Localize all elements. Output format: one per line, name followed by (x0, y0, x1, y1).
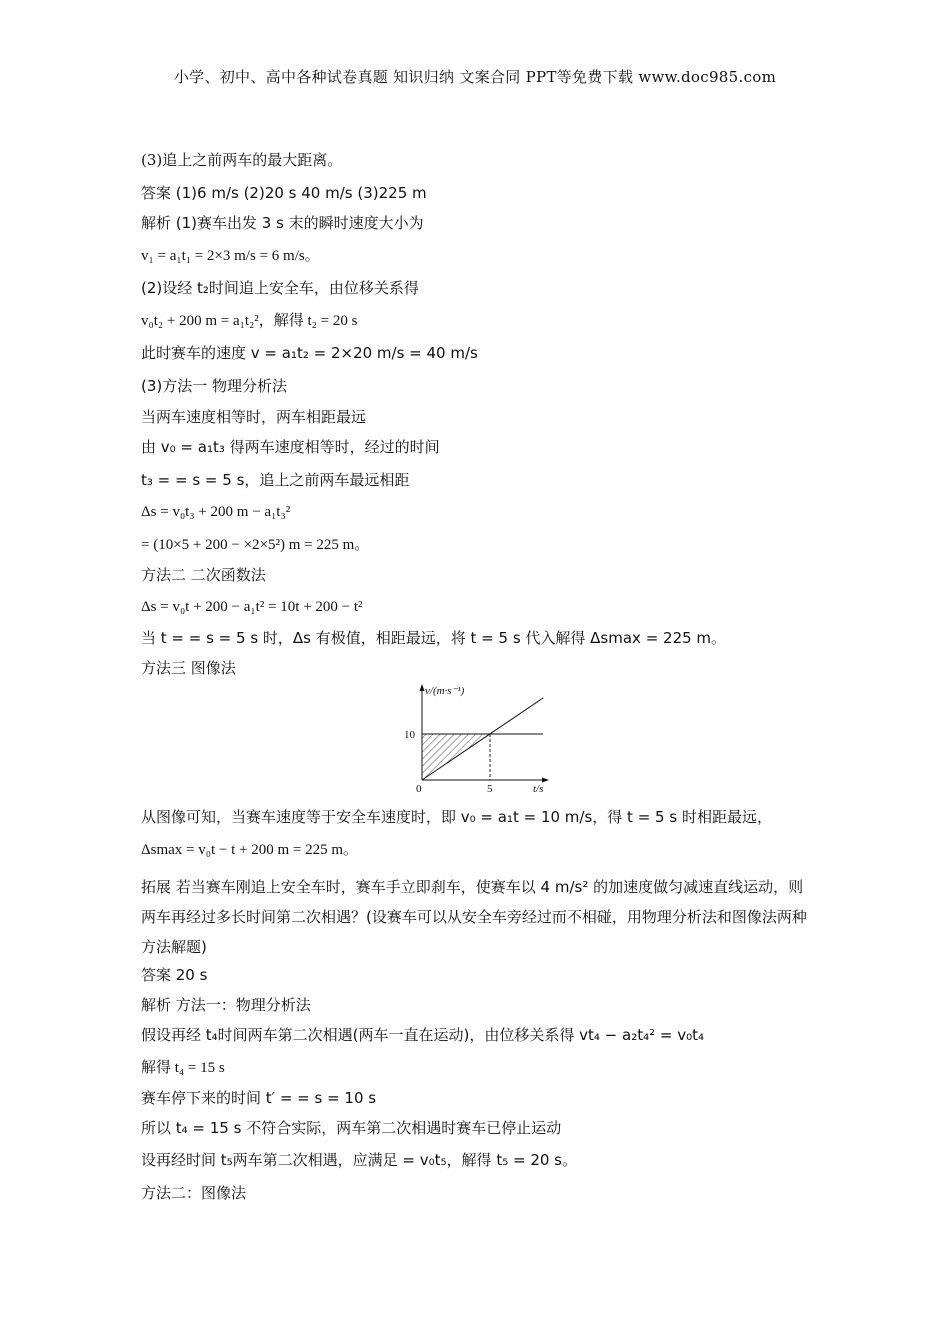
extension-line-1: 假设再经 t₄时间两车第二次相遇(两车一直在运动)，由位移关系得 vt₄ − a₂t₄² = v₀t₄ (141, 1026, 705, 1044)
method-two-image-title: 方法二：图像法 (141, 1184, 247, 1202)
question-part-3: (3)追上之前两车的最大距离。 (141, 151, 343, 169)
x-axis-label: t/s (533, 783, 544, 795)
method-two-title: 方法二 二次函数法 (141, 566, 266, 584)
method-one-line-1: 当两车速度相等时，两车相距最远 (141, 408, 367, 426)
method-one-line-2: 由 v₀ = a₁t₃ 得两车速度相等时，经过的时间 (141, 438, 440, 456)
method-one-title: (3)方法一 物理分析法 (141, 377, 288, 395)
extension-line-3: 赛车停下来的时间 t′ = = s = 10 s (141, 1089, 377, 1107)
tick-label-10: 10 (404, 729, 415, 741)
tick-label-0: 0 (416, 783, 422, 795)
method-three-line-1: 从图像可知，当赛车速度等于安全车速度时，即 v₀ = a₁t = 10 m/s，得 t = 5 s 时相距最远， (141, 808, 772, 826)
y-axis-arrow (420, 684, 425, 691)
extension-line-2: 解得 t₄ = 15 s (141, 1060, 225, 1076)
extension-analysis-title: 解析 方法一：物理分析法 (141, 996, 311, 1014)
analysis-line-1: 解析 (1)赛车出发 3 s 末的瞬时速度大小为 (141, 214, 424, 232)
method-two-result: 当 t = = s = 5 s 时，Δs 有极值，相距最远，将 t = 5 s 代入解得 Δsmax = 225 m。 (141, 629, 727, 647)
analysis-line-2: (2)设经 t₂时间追上安全车，由位移关系得 (141, 279, 419, 297)
extension-question: 拓展 若当赛车刚追上安全车时，赛车手立即刹车，使赛车以 4 m/s² 的加速度做匀减速直线运动，则两车再经过多长时间第二次相遇？(设赛车可以从安全车旁经过而不相碰，用物理分析法和图像法两种方法解题) (141, 878, 807, 956)
formula-delta-s-value: = (10×5 + 200 − ×2×5²) m = 225 m。 (141, 537, 370, 553)
formula-delta-s-max: Δsmax = v₀t − t + 200 m = 225 m。 (141, 842, 359, 858)
extension-line-5: 设再经时间 t₅两车第二次相遇，应满足 = v₀t₅，解得 t₅ = 20 s。 (141, 1151, 577, 1169)
y-axis-label: v/(m·s⁻¹) (425, 685, 465, 697)
formula-quadratic: Δs = v₀t + 200 − a₁t² = 10t + 200 − t² (141, 599, 363, 615)
page-header: 小学、初中、高中各种试卷真题 知识归纳 文案合同 PPT等免费下载 www.doc985.com (173, 68, 777, 86)
formula-speed: 此时赛车的速度 v = a₁t₂ = 2×20 m/s = 40 m/s (141, 344, 478, 362)
formula-delta-s: Δs = v₀t₃ + 200 m − a₁t₃² (141, 504, 291, 520)
velocity-time-graph (395, 680, 565, 800)
method-one-line-3: t₃ = = s = 5 s，追上之前两车最远相距 (141, 471, 410, 489)
formula-t2: v₀t₂ + 200 m = a₁t₂²，解得 t₂ = 20 s (141, 313, 358, 329)
tick-label-5: 5 (487, 783, 493, 795)
x-axis-arrow (542, 778, 549, 783)
extension-answer: 答案 20 s (141, 966, 208, 984)
formula-v1: v₁ = a₁t₁ = 2×3 m/s = 6 m/s。 (141, 248, 320, 264)
method-three-title: 方法三 图像法 (141, 659, 236, 677)
extension-line-4: 所以 t₄ = 15 s 不符合实际，两车第二次相遇时赛车已停止运动 (141, 1119, 562, 1137)
answer-line: 答案 (1)6 m/s (2)20 s 40 m/s (3)225 m (141, 184, 427, 202)
